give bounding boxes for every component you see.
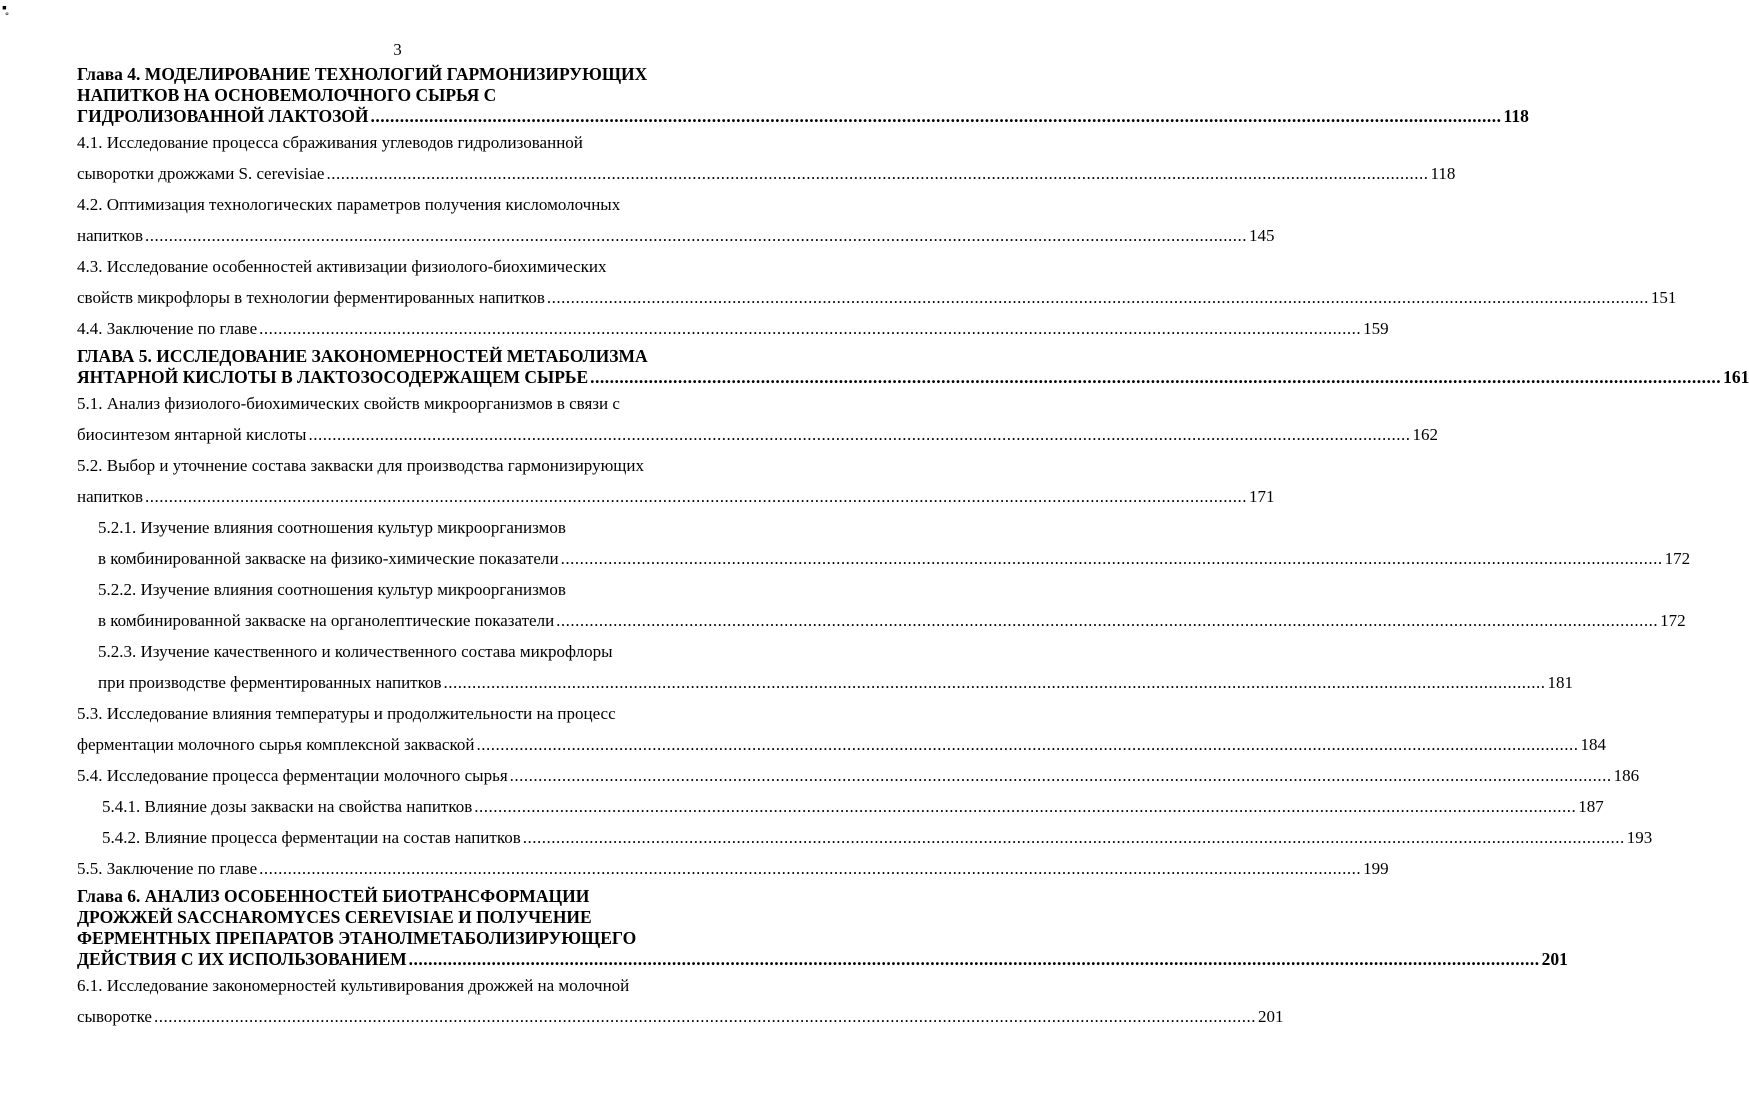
toc-entry-title-line: 5.3. Исследование влияния температуры и продолжительности на процесс [77,704,616,723]
toc-entry-line [77,220,1275,251]
toc-entry-title: биосинтезом янтарной кислоты [77,425,307,444]
dot-leader: ........................................................................................................................................................................................................................................ [556,611,1659,630]
toc-entry-page: 159 [1363,319,1389,338]
dot-leader: ........................................................................................................................................................................................................................................ [259,859,1362,878]
toc-section [77,853,1389,884]
toc-entry-page: 184 [1580,735,1606,754]
toc-entry-title-line: 5.2.1. Изучение влияния соотношения культур микроорганизмов [98,518,566,537]
toc-entry-page: 161 [1723,367,1749,387]
toc-section [98,574,1686,636]
toc-entry-page: 162 [1412,425,1438,444]
dot-leader: ........................................................................................................................................................................................................................................ [560,549,1663,568]
toc-entry-page: 181 [1547,673,1574,692]
toc-entry-page: 151 [1650,288,1677,307]
toc-entry-line [77,729,1606,760]
toc-entry-title-line: 4.3. Исследование особенностей активизации физиолого-биохимических [77,257,607,276]
toc-entry-title: свойств микрофлоры в технологии ферментированных напитков [77,288,545,307]
dot-leader: ........................................................................................................................................................................................................................................ [476,735,1579,754]
toc-entry-title-line: Глава 4. МОДЕЛИРОВАНИЕ ТЕХНОЛОГИЙ ГАРМОНИЗИРУЮЩИХ [77,64,648,84]
toc-entry-page: 199 [1363,859,1389,878]
toc-entry-page: 186 [1613,766,1640,785]
toc-entry-title-line: ФЕРМЕНТНЫХ ПРЕПАРАТОВ ЭТАНОЛМЕТАБОЛИЗИРУЮЩЕГО [77,928,637,948]
dot-leader: ........................................................................................................................................................................................................................................ [326,164,1429,183]
toc-entry-title: сыворотки дрожжами S. cerevisiae [77,164,325,183]
dot-leader: ........................................................................................................................................................................................................................................ [370,106,1502,126]
toc-entry-title: 5.4.1. Влияние дозы закваски на свойства напитков [102,797,473,816]
toc-entry-page: 172 [1660,611,1686,630]
toc-entry-title-line: 5.2. Выбор и уточнение состава закваски для производства гармонизирующих [77,456,644,475]
toc-entry-page: 201 [1541,949,1568,969]
toc-entry-line [98,605,1686,636]
toc-section [77,698,1606,760]
toc-entry-line [98,667,1574,698]
toc-entry-title: напитков [77,487,143,506]
toc-entry-title-line: ГЛАВА 5. ИССЛЕДОВАНИЕ ЗАКОНОМЕРНОСТЕЙ МЕТАБОЛИЗМА [77,346,648,366]
scan-artifact: ▪̥ [2,1,7,16]
dot-leader: ........................................................................................................................................................................................................................................ [308,425,1411,444]
dot-leader: ........................................................................................................................................................................................................................................ [522,828,1625,847]
dot-leader: ........................................................................................................................................................................................................................................ [474,797,1577,816]
toc-entry-title-line: 5.1. Анализ физиолого-биохимических свойств микроорганизмов в связи с [77,394,620,413]
toc-entry-title: в комбинированной закваске на органолептические показатели [98,611,555,630]
dot-leader: ........................................................................................................................................................................................................................................ [144,487,1247,506]
toc-entry-title: 5.4.2. Влияние процесса ферментации на состав напитков [102,828,521,847]
dot-leader: ........................................................................................................................................................................................................................................ [144,226,1247,245]
toc-entry-title: 4.4. Заключение по главе [77,319,258,338]
toc-entry-line [77,282,1677,313]
toc-entry-line [77,853,1389,884]
dot-leader: ........................................................................................................................................................................................................................................ [153,1007,1256,1026]
toc-entry-line [77,1001,1284,1032]
toc-entry-title: 5.5. Заключение по главе [77,859,258,878]
dot-leader: ........................................................................................................................................................................................................................................ [408,949,1540,969]
toc-entry-title: напитков [77,226,143,245]
toc-section [77,189,1275,251]
toc-section [77,450,1275,512]
toc-section [77,127,1456,189]
toc-chapter [77,346,1749,388]
toc-section [77,760,1640,791]
toc-entry-page: 187 [1578,797,1604,816]
toc-entry-title: в комбинированной закваске на физико-химические показатели [98,549,559,568]
toc-entry-line [102,791,1604,822]
toc-entry-line [77,481,1275,512]
toc-entry-title: ЯНТАРНОЙ КИСЛОТЫ В ЛАКТОЗОСОДЕРЖАЩЕМ СЫРЬЕ [77,367,589,387]
toc-entry-line [102,822,1653,853]
toc-chapter [77,64,1529,127]
toc-entry-title: ГИДРОЛИЗОВАННОЙ ЛАКТОЗОЙ [77,106,369,126]
toc-entry-line [77,158,1456,189]
toc-entry-line [77,367,1749,388]
toc-entry-title: сыворотке [77,1007,152,1026]
toc-entry-line [77,106,1529,127]
toc-entry-title-line: 5.2.3. Изучение качественного и количественного состава микрофлоры [98,642,613,661]
toc-entry-title: при производстве ферментированных напитков [98,673,442,692]
toc-entry-line [77,949,1568,970]
toc-chapter [77,886,1568,970]
toc-section [77,251,1677,313]
toc-section [77,970,1284,1032]
toc-entry-page: 172 [1664,549,1691,568]
dot-leader: ........................................................................................................................................................................................................................................ [509,766,1612,785]
table-of-contents [77,64,1749,1032]
toc-section [98,512,1691,574]
toc-entry-title-line: НАПИТКОВ НА ОСНОВЕМОЛОЧНОГО СЫРЬЯ С [77,85,497,105]
toc-section [102,822,1653,853]
toc-entry-title-line: 6.1. Исследование закономерностей культивирования дрожжей на молочной [77,976,630,995]
toc-entry-page: 118 [1430,164,1456,183]
toc-section [102,791,1604,822]
toc-entry-line [77,313,1389,344]
toc-entry-page: 201 [1257,1007,1284,1026]
toc-entry-page: 193 [1626,828,1653,847]
toc-entry-line [98,543,1691,574]
toc-entry-page: 145 [1248,226,1275,245]
toc-entry-title: ДЕЙСТВИЯ С ИХ ИСПОЛЬЗОВАНИЕМ [77,949,407,969]
dot-leader: ........................................................................................................................................................................................................................................ [546,288,1649,307]
toc-entry-page: 118 [1503,106,1529,126]
page-number: 3 [393,40,402,59]
toc-section [98,636,1574,698]
toc-entry-page: 171 [1248,487,1275,506]
dot-leader: ........................................................................................................................................................................................................................................ [259,319,1362,338]
toc-section [77,313,1389,344]
toc-entry-title: 5.4. Исследование процесса ферментации молочного сырья [77,766,508,785]
toc-entry-title: ферментации молочного сырья комплексной закваской [77,735,475,754]
toc-section [77,388,1438,450]
dot-leader: ........................................................................................................................................................................................................................................ [590,367,1722,387]
dot-leader: ........................................................................................................................................................................................................................................ [443,673,1546,692]
toc-entry-title-line: ДРОЖЖЕЙ SACCHAROMYCES CEREVISIAE И ПОЛУЧЕНИЕ [77,907,592,927]
toc-entry-line [77,760,1640,791]
toc-entry-line [77,419,1438,450]
toc-entry-title-line: 4.2. Оптимизация технологических параметров получения кисломолочных [77,195,621,214]
toc-entry-title-line: 4.1. Исследование процесса сбраживания углеводов гидролизованной [77,133,583,152]
toc-entry-title-line: 5.2.2. Изучение влияния соотношения культур микроорганизмов [98,580,566,599]
toc-entry-title-line: Глава 6. АНАЛИЗ ОСОБЕННОСТЕЙ БИОТРАНСФОРМАЦИИ [77,886,590,906]
